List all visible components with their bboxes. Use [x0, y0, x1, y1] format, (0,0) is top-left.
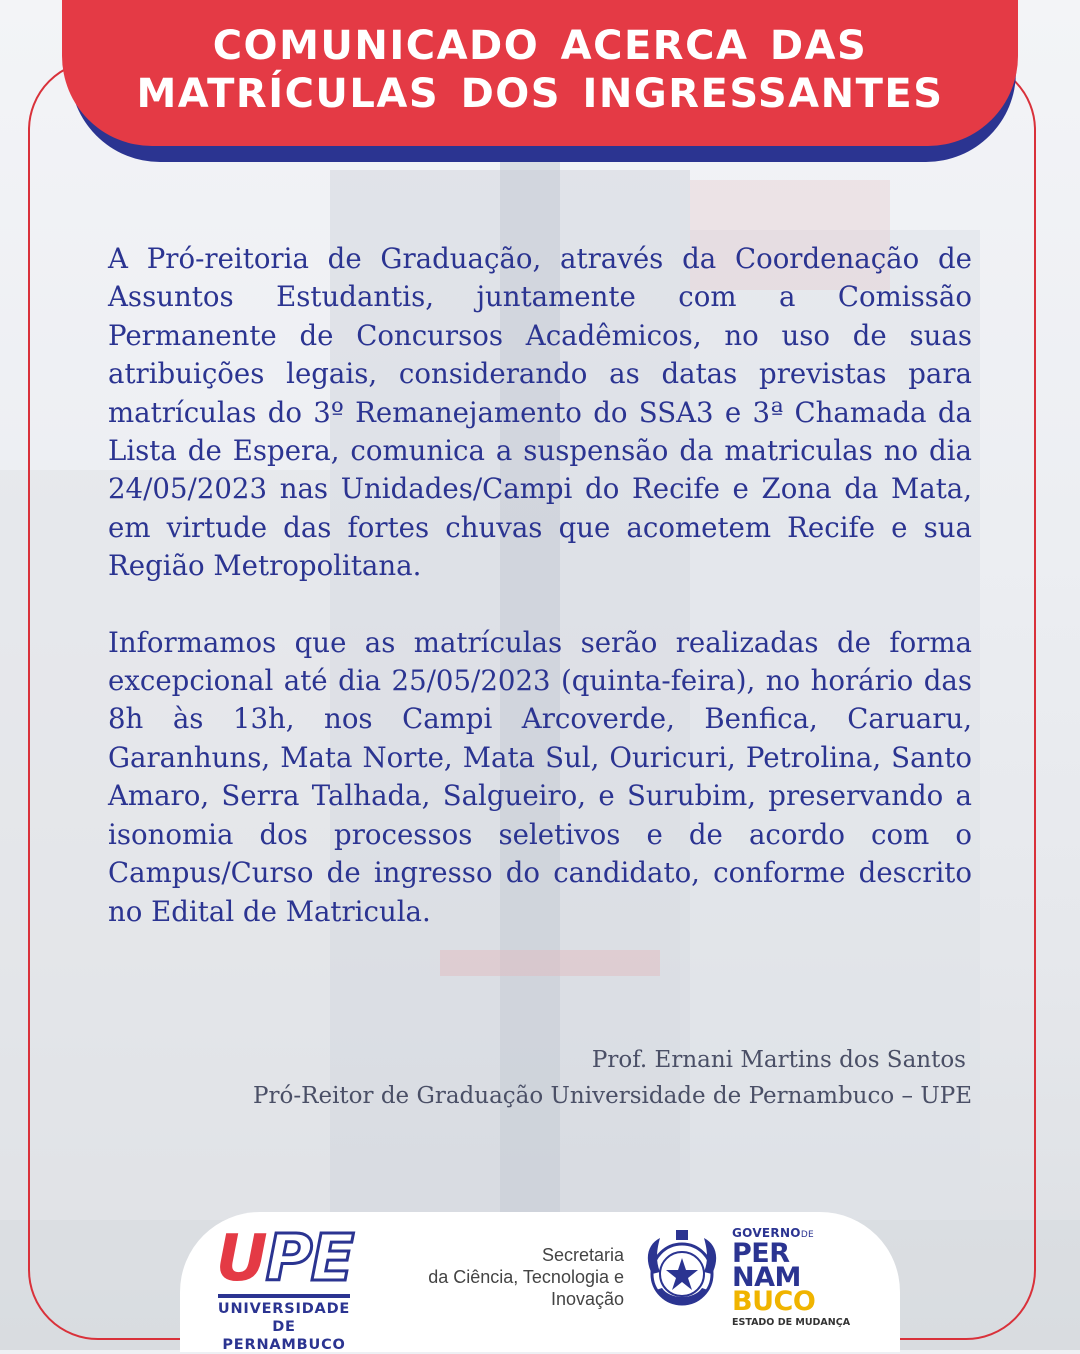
- secretaria-line-3: Inovação: [550, 1289, 624, 1309]
- governo-logo-word-3: BUCO: [732, 1286, 816, 1317]
- signature-name: Prof. Ernani Martins dos Santos: [591, 1047, 966, 1073]
- upe-logo-line-2: DE PERNAMBUCO: [222, 1319, 346, 1353]
- governo-logo-word-2: NAM: [732, 1262, 801, 1293]
- upe-logo-u: U: [215, 1222, 266, 1296]
- upe-logo-pe: PE: [265, 1222, 353, 1296]
- page-title: COMUNICADO ACERCA DAS MATRÍCULAS DOS INGRESSANTES: [136, 23, 944, 117]
- announcement-body: [108, 240, 972, 931]
- upe-logo: [214, 1222, 354, 1354]
- paragraph-suspension: A Pró-reitoria de Graduação, através da Coordenação de Assuntos Estudantis, juntamente com a Comissão Permanente de Concursos Acadêmicos, no uso de suas atribuições legais, considerando as datas previstas para matrículas do 3º Remanejamento do SSA3 e 3ª Chamada da Lista de Espera, comunica a suspensão da matriculas no dia 24/05/2023 nas Unidades/Campi do Recife e Zona da Mata, em virtude das fortes chuvas que acometem Recife e sua Região Metropolitana.: [108, 242, 972, 583]
- governo-pernambuco-logo: [732, 1226, 872, 1329]
- governo-logo-governo: GOVERNO: [732, 1226, 801, 1240]
- paragraph-schedule: Informamos que as matrículas serão realizadas de forma excepcional até dia 25/05/2023 (quinta-feira), no horário das 8h às 13h, nos Campi Arcoverde, Benfica, Caruaru, Garanhuns, Mata Norte, Mata Sul, Ouricuri, Petrolina, Santo Amaro, Serra Talhada, Salgueiro, e Surubim, preservando a isonomia dos processos seletivos e de acordo com o Campus/Curso de ingresso do candidato, conforme descrito no Edital de Matricula.: [108, 625, 972, 928]
- state-seal-icon: [636, 1228, 728, 1320]
- governo-logo-tagline: ESTADO DE MUDANÇA: [732, 1317, 851, 1328]
- signature-block: [253, 1042, 972, 1114]
- secretaria-line-1: Secretaria: [541, 1245, 624, 1265]
- governo-logo-word-1: PER: [732, 1238, 790, 1269]
- governo-logo-de: DE: [800, 1230, 815, 1240]
- signature-role: Pró-Reitor de Graduação Universidade de Pernambuco – UPE: [253, 1083, 972, 1109]
- upe-logo-line-1: UNIVERSIDADE: [217, 1301, 351, 1317]
- title-banner: [62, 0, 1018, 146]
- secretaria-line-2: da Ciência, Tecnologia e: [428, 1267, 624, 1287]
- upe-logo-mark: [214, 1222, 354, 1296]
- secretaria-text: [392, 1244, 624, 1310]
